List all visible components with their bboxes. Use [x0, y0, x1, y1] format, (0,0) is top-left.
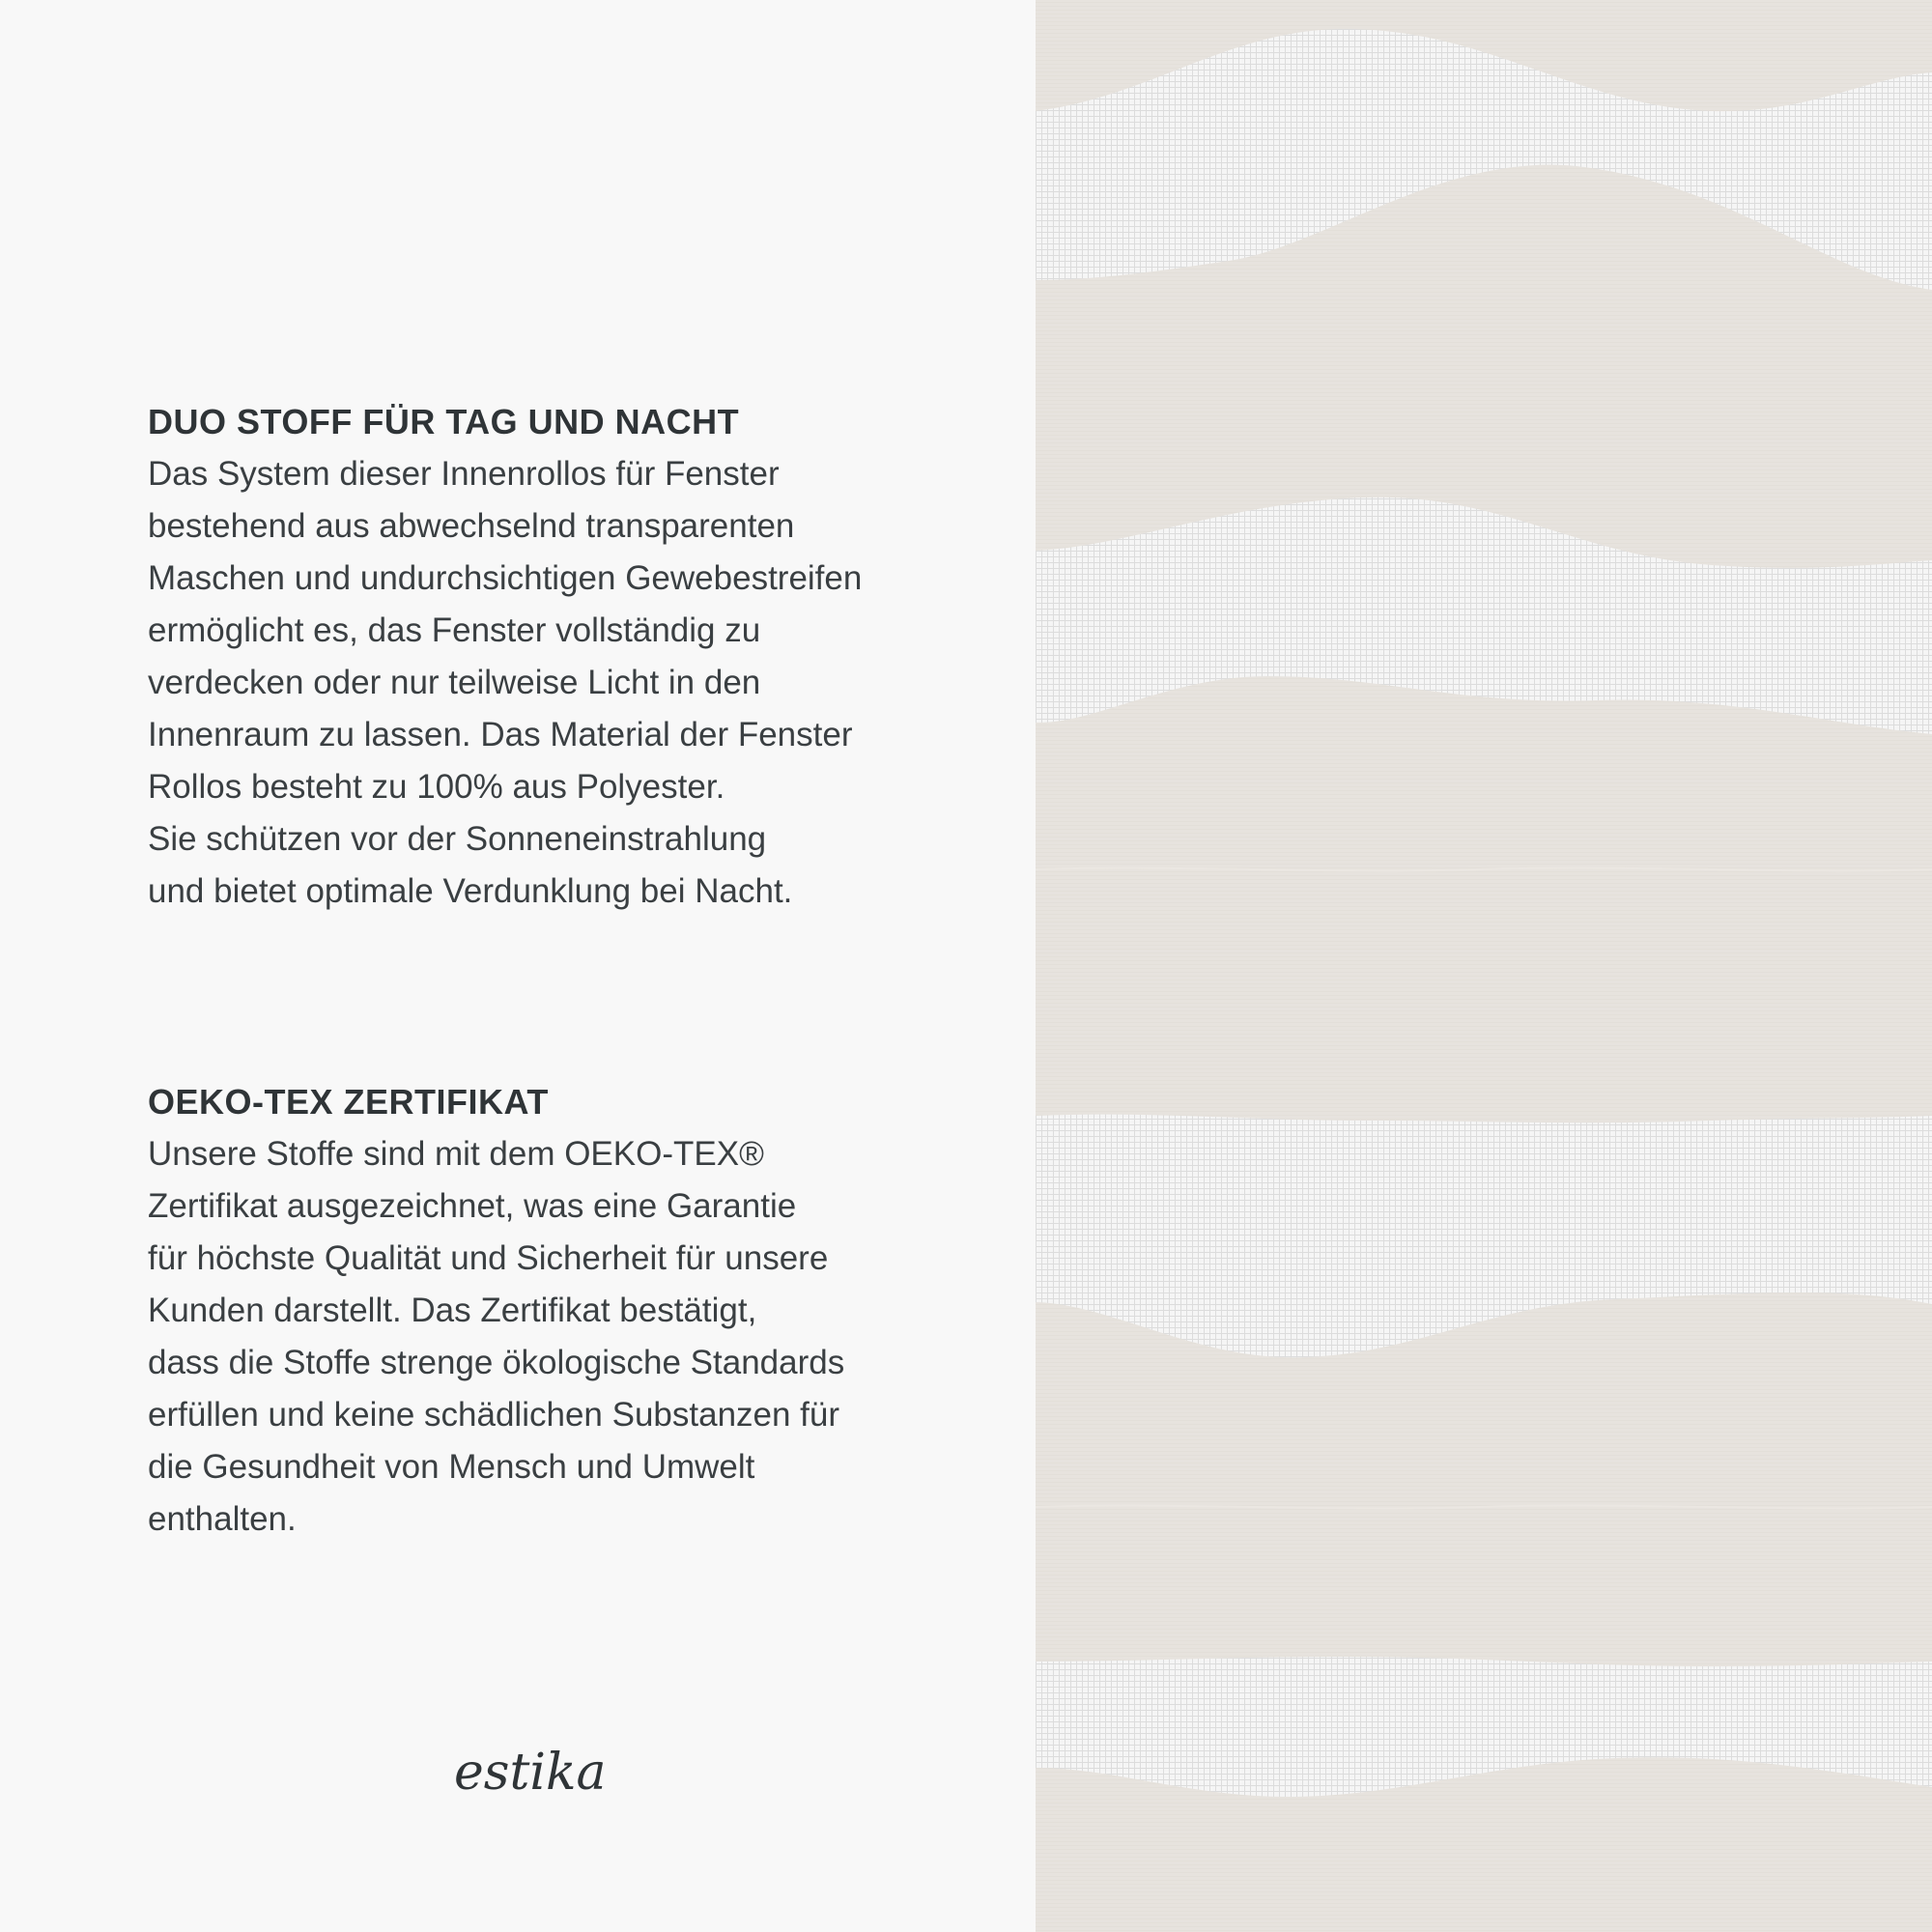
section-heading: DUO STOFF FÜR TAG UND NACHT [148, 402, 740, 441]
section-oeko-tex [148, 1076, 998, 1546]
fabric-image [1036, 0, 1932, 1932]
body-line: verdecken oder nur teilweise Licht in den [148, 664, 761, 701]
body-line: Sie schützen vor der Sonneneinstrahlung [148, 820, 767, 858]
body-line: ermöglicht es, das Fenster vollständig zu [148, 611, 761, 649]
body-line: Kunden darstellt. Das Zertifikat bestätigt, [148, 1292, 757, 1329]
body-line: Innenraum zu lassen. Das Material der Fenster [148, 716, 853, 753]
body-line: dass die Stoffe strenge ökologische Standards [148, 1344, 845, 1381]
section-heading: OEKO-TEX ZERTIFIKAT [148, 1082, 549, 1122]
body-line: bestehend aus abwechselnd transparenten [148, 507, 795, 545]
body-line: erfüllen und keine schädlichen Substanzen für [148, 1396, 840, 1434]
brand-logo: estika [454, 1744, 607, 1802]
body-line: Maschen und undurchsichtigen Gewebestreifen [148, 559, 863, 597]
body-line: Unsere Stoffe sind mit dem OEKO-TEX® [148, 1135, 764, 1173]
body-line: Das System dieser Innenrollos für Fenster [148, 455, 780, 493]
section-duo-fabric [148, 396, 998, 918]
wave-fabric-pattern-icon [1036, 0, 1932, 1932]
body-line: für höchste Qualität und Sicherheit für unsere [148, 1239, 829, 1277]
body-line: Zertifikat ausgezeichnet, was eine Garantie [148, 1187, 797, 1225]
body-line: enthalten. [148, 1500, 297, 1538]
body-line: und bietet optimale Verdunklung bei Nacht. [148, 872, 793, 910]
body-line: die Gesundheit von Mensch und Umwelt [148, 1448, 755, 1486]
body-line: Rollos besteht zu 100% aus Polyester. [148, 768, 725, 806]
